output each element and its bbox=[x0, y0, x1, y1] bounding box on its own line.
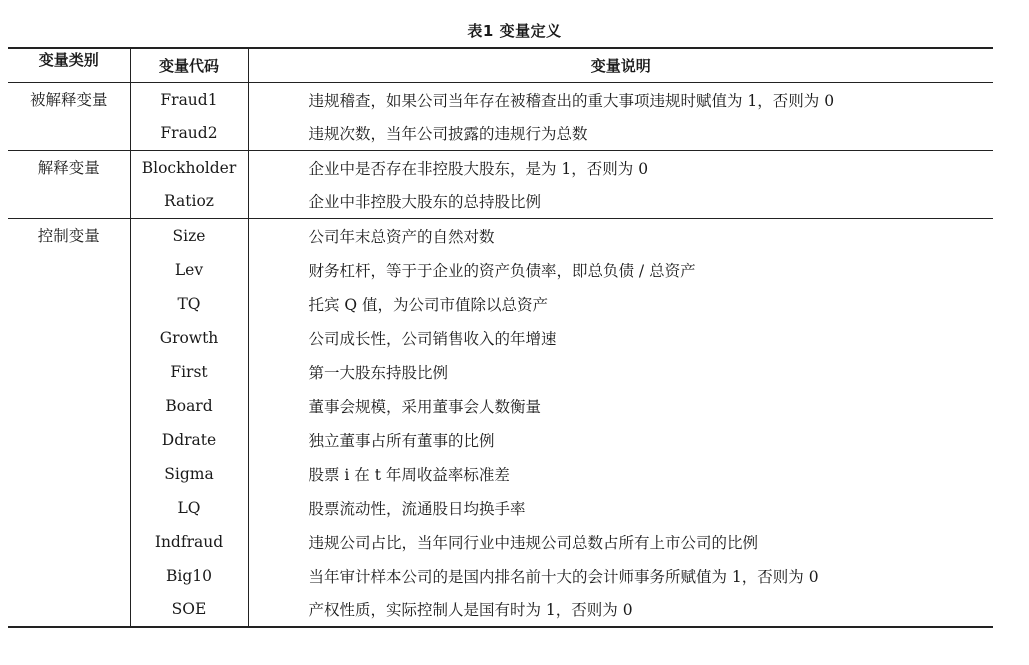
description-cell: 违规次数，当年公司披露的违规行为总数 bbox=[248, 117, 993, 151]
description-cell: 公司年末总资产的自然对数 bbox=[308, 227, 495, 246]
variable-definition-table-container bbox=[8, 47, 993, 628]
header-row bbox=[8, 48, 993, 83]
description-cell: 当年审计样本公司的是国内排名前十大的会计师事务所赋值为 1，否则为 0 bbox=[308, 567, 819, 586]
code-cell: Fraud1 bbox=[130, 83, 248, 117]
table-row bbox=[8, 593, 993, 627]
description-cell: 企业中是否存在非控股大股东，是为 1，否则为 0 bbox=[308, 159, 649, 178]
table-row bbox=[8, 321, 993, 355]
code-cell: Lev bbox=[130, 253, 248, 287]
code-cell: First bbox=[130, 355, 248, 389]
description-cell: 违规稽查，如果公司当年存在被稽查出的重大事项违规时赋值为 1，否则为 0 bbox=[308, 91, 835, 110]
table-row bbox=[8, 185, 993, 219]
code-cell: Ddrate bbox=[130, 423, 248, 457]
table-caption: 表1 变量定义 bbox=[467, 22, 562, 40]
description-cell: 违规公司占比，当年同行业中违规公司总数占所有上市公司的比例 bbox=[308, 533, 759, 552]
variable-definition-table bbox=[8, 47, 993, 628]
category-cell bbox=[8, 151, 130, 219]
table-body bbox=[8, 83, 993, 627]
table-row bbox=[8, 389, 993, 423]
code-cell: Board bbox=[130, 389, 248, 423]
table-row bbox=[8, 457, 993, 491]
table-row bbox=[8, 559, 993, 593]
description-cell: 财务杠杆，等于于企业的资产负债率，即总负债 / 总资产 bbox=[308, 261, 696, 280]
code-cell: Big10 bbox=[130, 559, 248, 593]
description-cell: 托宾 Q 值，为公司市值除以总资产 bbox=[308, 295, 549, 314]
code-cell: Growth bbox=[130, 321, 248, 355]
table-row bbox=[8, 525, 993, 559]
description-cell: 股票流动性，流通股日均换手率 bbox=[308, 499, 526, 518]
code-cell: Size bbox=[130, 219, 248, 253]
header-category: 变量类别 bbox=[8, 48, 130, 83]
table-row bbox=[8, 151, 993, 185]
category-cell bbox=[8, 83, 130, 151]
category-label: 解释变量 bbox=[37, 159, 100, 177]
table-row bbox=[8, 219, 993, 253]
code-cell: LQ bbox=[130, 491, 248, 525]
description-cell: 独立董事占所有董事的比例 bbox=[308, 431, 495, 450]
description-cell: 产权性质，实际控制人是国有时为 1，否则为 0 bbox=[248, 593, 993, 627]
code-cell: Ratioz bbox=[130, 185, 248, 219]
description-cell: 企业中非控股大股东的总持股比例 bbox=[248, 185, 993, 219]
code-cell: TQ bbox=[130, 287, 248, 321]
description-cell: 股票 i 在 t 年周收益率标准差 bbox=[308, 465, 510, 484]
table-row bbox=[8, 423, 993, 457]
header-description: 变量说明 bbox=[590, 57, 651, 75]
code-cell: Fraud2 bbox=[130, 117, 248, 151]
table-row bbox=[8, 117, 993, 151]
description-cell: 第一大股东持股比例 bbox=[308, 363, 449, 382]
code-cell: SOE bbox=[130, 593, 248, 627]
category-label: 被解释变量 bbox=[29, 91, 108, 109]
table-row bbox=[8, 355, 993, 389]
code-cell: Sigma bbox=[130, 457, 248, 491]
category-label: 控制变量 bbox=[37, 227, 100, 245]
code-cell: Indfraud bbox=[130, 525, 248, 559]
header-code: 变量代码 bbox=[130, 48, 248, 83]
description-cell: 董事会规模，采用董事会人数衡量 bbox=[308, 397, 542, 416]
table-row bbox=[8, 287, 993, 321]
table-header bbox=[8, 48, 993, 83]
code-cell: Blockholder bbox=[130, 151, 248, 185]
table-row bbox=[8, 491, 993, 525]
description-cell: 公司成长性，公司销售收入的年增速 bbox=[308, 329, 557, 348]
category-cell bbox=[8, 219, 130, 627]
table-row bbox=[8, 253, 993, 287]
table-row bbox=[8, 83, 993, 117]
